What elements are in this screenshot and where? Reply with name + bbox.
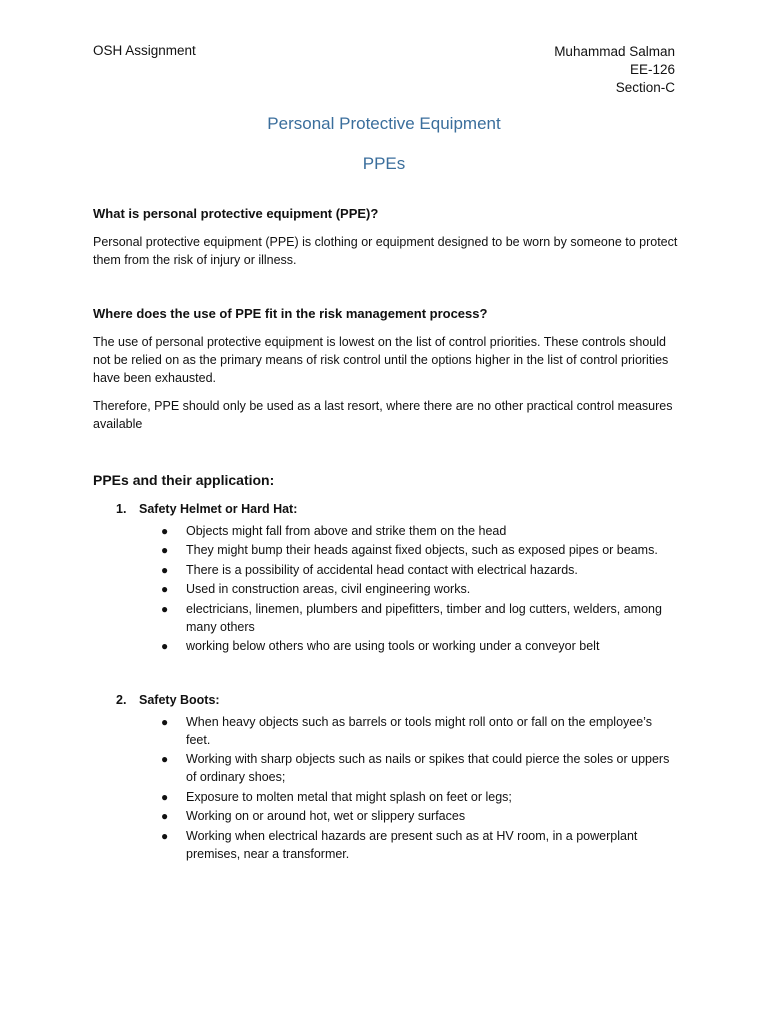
list-item-boots-title: [116, 693, 220, 707]
answer-what-is-ppe: Personal protective equipment (PPE) is clothing or equipment designed to be worn by someone to protect them from the risk of injury or illness.: [93, 235, 678, 267]
applications-heading-block: [93, 471, 678, 489]
bullet-icon: ●: [161, 543, 169, 558]
list-item-title-text: Safety Boots:: [139, 693, 220, 707]
list-item: ● Objects might fall from above and strike them on the head: [161, 524, 507, 538]
answer-what-is-ppe-block: [93, 233, 678, 269]
list-number: 2.: [116, 693, 127, 707]
bullet-icon: ●: [161, 809, 169, 824]
list-item: ● Working with sharp objects such as nails or spikes that could pierce the soles or uppers of ordinary shoes;: [161, 752, 670, 785]
bullet-icon: ●: [161, 638, 169, 653]
list-item: ● Used in construction areas, civil engineering works.: [161, 582, 471, 597]
applications-heading: PPEs and their application:: [93, 472, 275, 488]
risk-management-para1-block: [93, 333, 678, 387]
risk-management-para2-block: [93, 397, 678, 433]
list-item: ● Working when electrical hazards are present such as at HV room, in a powerplant premises, near a transformer.: [161, 828, 638, 861]
list-item-helmet-title: [116, 502, 297, 516]
header-roll-number: EE-126: [629, 62, 675, 77]
risk-management-para2: Therefore, PPE should only be used as a last resort, where there are no other practical control measures available: [93, 399, 673, 431]
section-risk-management: [93, 305, 678, 323]
list-item: ● working below others who are using tools or working under a conveyor belt: [161, 638, 600, 653]
bullet-icon: ●: [161, 715, 169, 729]
list-item: ● electricians, linemen, plumbers and pipefitters, timber and log cutters, welders, among many others: [161, 601, 662, 634]
list-number: 1.: [116, 502, 127, 516]
helmet-bullet-list: [158, 522, 678, 656]
bullet-icon: ●: [161, 562, 169, 577]
question-what-is-ppe: What is personal protective equipment (PPE)?: [93, 206, 379, 221]
bullet-icon: ●: [161, 524, 169, 538]
list-item: ● There is a possibility of accidental head contact with electrical hazards.: [161, 562, 578, 577]
boots-bullet-list: [158, 713, 678, 864]
header-course: OSH Assignment: [93, 43, 196, 58]
header-author-block: [554, 43, 675, 97]
bullet-icon: ●: [161, 582, 169, 597]
list-item: ● Working on or around hot, wet or slippery surfaces: [161, 809, 466, 824]
header-section: Section-C: [615, 80, 675, 95]
list-item: ● Exposure to molten metal that might splash on feet or legs;: [161, 789, 512, 804]
bullet-icon: ●: [161, 601, 169, 616]
bullet-icon: ●: [161, 828, 169, 843]
bullet-icon: ●: [161, 752, 169, 767]
bullet-icon: ●: [161, 789, 169, 804]
risk-management-para1: The use of personal protective equipment is lowest on the list of control priorities. These controls should not be relied on as the primary means of risk control until the options higher in the list of control priorities have been exhausted.: [93, 335, 669, 385]
list-item-title-text: Safety Helmet or Hard Hat:: [139, 502, 298, 516]
list-item: ● When heavy objects such as barrels or tools might roll onto or fall on the employee’s feet.: [161, 715, 652, 747]
document-subtitle: PPEs: [362, 154, 406, 173]
section-what-is-ppe: [93, 205, 678, 223]
question-risk-management: Where does the use of PPE fit in the risk management process?: [93, 306, 488, 321]
header-author-name: Muhammad Salman: [554, 44, 675, 59]
list-item: ● They might bump their heads against fixed objects, such as exposed pipes or beams.: [161, 543, 658, 558]
document-title: Personal Protective Equipment: [267, 114, 501, 133]
